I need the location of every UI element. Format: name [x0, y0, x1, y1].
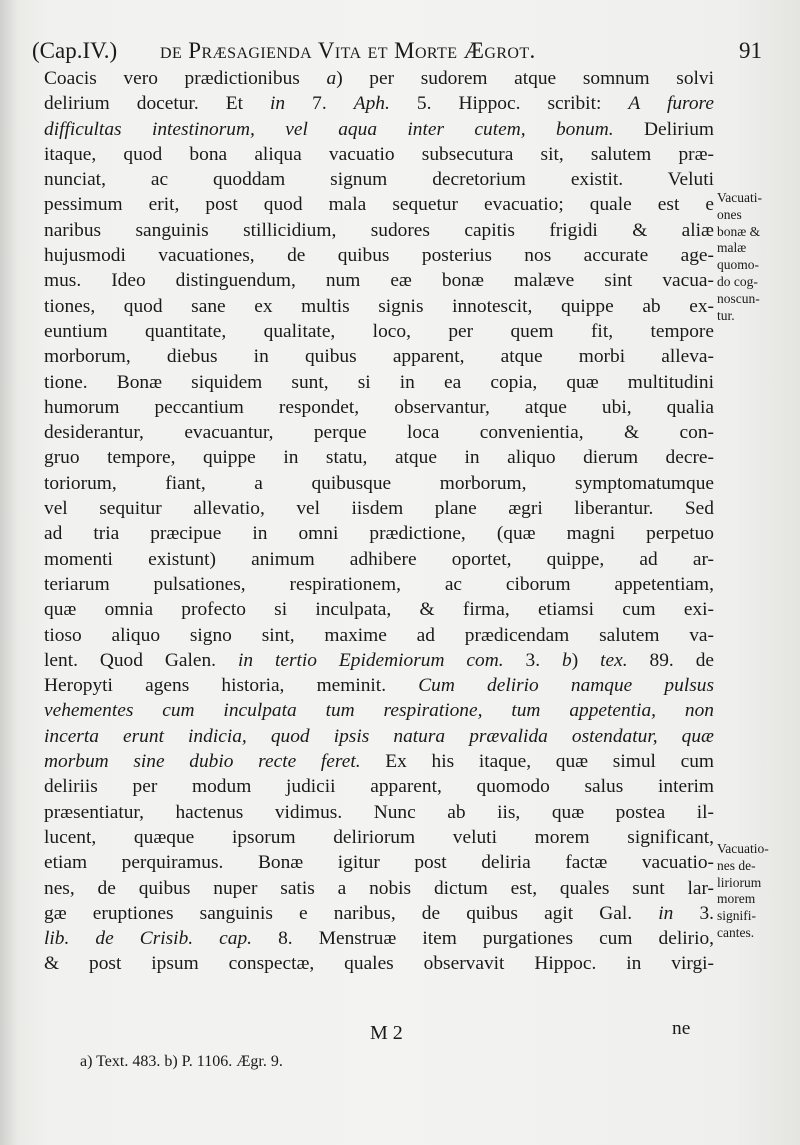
- text-segment: tione. Bonæ siquidem sunt, si in ea copia, quæ multitudini: [44, 371, 714, 393]
- italic-text-segment: lib. de Crisib. cap.: [44, 928, 253, 950]
- italic-text-segment: A furore: [628, 93, 714, 115]
- text-segment: nes, de quibus nuper satis a nobis dictum est, quales sunt lar-: [44, 877, 714, 899]
- italic-text-segment: Cum delirio namque pulsus: [418, 675, 714, 697]
- text-line: [44, 218, 714, 243]
- text-line: [44, 673, 714, 698]
- text-line: [44, 91, 714, 116]
- margin-note-line: morem: [717, 891, 756, 907]
- text-line: [44, 623, 714, 648]
- text-segment: ): [571, 649, 601, 671]
- running-title: de Præsagienda Vita et Morte Ægrot.: [160, 38, 536, 63]
- text-segment: Delirium: [613, 118, 714, 140]
- text-segment: euntium quantitate, qualitate, loco, per quem fit, tempore: [44, 320, 714, 342]
- catchword: ne: [672, 1018, 691, 1039]
- text-line: [44, 395, 714, 420]
- text-line: [44, 420, 714, 445]
- text-segment: 3.: [503, 649, 563, 671]
- text-segment: lucent, quæque ipsorum deliriorum veluti morem significant,: [44, 826, 714, 848]
- text-segment: Coacis vero prædictionibus: [44, 68, 327, 89]
- margin-note-line: quomo-: [717, 257, 759, 273]
- text-line: [44, 319, 714, 344]
- italic-text-segment: b: [562, 649, 572, 671]
- margin-note-line: do cog-: [717, 273, 758, 289]
- text-line: [44, 521, 714, 546]
- text-line: [44, 901, 714, 926]
- margin-note-line: malæ: [717, 240, 747, 256]
- text-line: [44, 749, 714, 774]
- text-line: [44, 825, 714, 850]
- text-line: [44, 800, 714, 825]
- text-line: [44, 268, 714, 293]
- margin-note-line: liriorum: [717, 874, 762, 890]
- margin-note-line: noscun-: [717, 290, 760, 306]
- margin-note-vacuationes-bonae-malae: [717, 190, 787, 324]
- text-line: [44, 648, 714, 673]
- italic-text-segment: difficultas intestinorum, vel aqua inter cutem, bonum.: [44, 118, 614, 140]
- text-segment: delirium docetur. Et: [44, 93, 271, 115]
- text-segment: pessimum erit, post quod mala sequetur evacuatio; quale est e: [44, 194, 714, 216]
- text-segment: 7.: [285, 93, 354, 115]
- text-segment: & post ipsum conspectæ, quales observavit Hippoc. in virgi-: [44, 953, 714, 975]
- text-segment: Ex his itaque, quæ simul cum: [360, 751, 714, 773]
- signature-mark: M 2: [370, 1022, 403, 1044]
- text-segment: tiones, quod sane ex multis signis innotescit, quippe ab ex-: [44, 295, 714, 317]
- chapter-reference: (Cap.IV.): [32, 38, 118, 63]
- text-segment: desiderantur, evacuantur, perque loca convenientia, & con-: [44, 422, 714, 444]
- text-line: [44, 774, 714, 799]
- gutter-shadow: [0, 0, 18, 1145]
- text-line: [44, 192, 714, 217]
- margin-note-line: cantes.: [717, 924, 755, 940]
- margin-note-vacuationes-deliriorum: [717, 841, 787, 942]
- italic-text-segment: Aph.: [353, 93, 390, 115]
- italic-text-segment: morbum sine dubio recte feret.: [44, 751, 361, 773]
- text-line: [44, 117, 714, 142]
- text-segment: teriarum pulsationes, respirationem, ac ciborum appetentiam,: [44, 573, 714, 595]
- page-number: 91: [739, 38, 762, 63]
- text-line: [44, 294, 714, 319]
- text-line: [44, 698, 714, 723]
- text-segment: etiam perquiramus. Bonæ igitur post deliria factæ vacuatio-: [44, 852, 714, 874]
- text-line: [44, 850, 714, 875]
- text-segment: toriorum, fiant, a quibusque morborum, symptomatumque: [44, 472, 714, 494]
- text-segment: itaque, quod bona aliqua vacuatio subsecutura sit, salutem præ-: [44, 143, 714, 165]
- italic-text-segment: tex.: [600, 649, 628, 671]
- margin-note-line: ones: [717, 206, 742, 222]
- text-segment: vel sequitur allevatio, vel iisdem plane ægri liberantur. Sed: [44, 498, 714, 520]
- text-line: [44, 344, 714, 369]
- text-line: [44, 142, 714, 167]
- margin-note-line: bonæ &: [717, 223, 761, 239]
- margin-note-line: tur.: [717, 307, 735, 323]
- text-segment: lent. Quod Galen.: [44, 649, 238, 671]
- text-segment: ad tria præcipue in omni prædictione, (quæ magni perpetuo: [44, 523, 714, 545]
- italic-text-segment: a: [326, 68, 337, 89]
- text-segment: tioso aliquo signo sint, maxime ad prædicendam salutem va-: [44, 624, 714, 646]
- italic-text-segment: in: [658, 902, 674, 924]
- margin-note-line: nes de-: [717, 857, 756, 873]
- text-segment: deliriis per modum judicii apparent, quomodo salus interim: [44, 776, 714, 798]
- text-segment: mus. Ideo distinguendum, num eæ bonæ malæve sint vacua-: [44, 270, 714, 292]
- text-line: [44, 572, 714, 597]
- text-line: [44, 597, 714, 622]
- text-segment: humorum peccantium respondet, observantur, atque ubi, qualia: [44, 396, 714, 418]
- text-line: [44, 547, 714, 572]
- text-segment: quæ omnia profecto si inculpata, & firma, etiamsi cum exi-: [44, 599, 714, 621]
- text-segment: 89. de: [627, 649, 714, 671]
- text-line: [44, 66, 714, 91]
- footnotes: a) Text. 483. b) P. 1106. Ægr. 9.: [80, 1053, 283, 1070]
- margin-note-line: Vacuatio-: [717, 841, 769, 856]
- text-segment: ) per sudorem atque somnum solvi: [336, 68, 714, 89]
- margin-note-line: signifi-: [717, 908, 756, 924]
- text-segment: gruo tempore, quippe in statu, atque in aliquo dierum decre-: [44, 447, 714, 469]
- text-line: [44, 496, 714, 521]
- text-line: [44, 243, 714, 268]
- text-segment: naribus sanguinis stillicidium, sudores capitis frigidi & aliæ: [44, 219, 714, 241]
- text-segment: nunciat, ac quoddam signum decretorium existit. Veluti: [44, 169, 714, 191]
- text-segment: præsentiatur, hactenus vidimus. Nunc ab iis, quæ postea il-: [44, 801, 714, 823]
- text-segment: 5. Hippoc. scribit:: [389, 93, 629, 115]
- text-segment: momenti existunt) animum adhibere oportet, quippe, ad ar-: [44, 548, 714, 570]
- margin-note-line: Vacuati-: [717, 190, 762, 205]
- text-line: [44, 445, 714, 470]
- text-segment: 3.: [673, 902, 714, 924]
- text-segment: morborum, diebus in quibus apparent, atque morbi alleva-: [44, 346, 714, 368]
- text-line: [44, 926, 714, 951]
- text-segment: Heropyti agens historia, meminit.: [44, 675, 419, 697]
- text-line: [44, 876, 714, 901]
- italic-text-segment: in tertio Epidemiorum com.: [237, 649, 504, 671]
- body-text: [44, 66, 714, 977]
- text-segment: gæ eruptiones sanguinis e naribus, de quibus agit Gal.: [44, 902, 659, 924]
- text-line: [44, 167, 714, 192]
- text-line: [44, 724, 714, 749]
- text-segment: 8. Menstruæ item purgationes cum delirio,: [252, 928, 714, 950]
- text-line: [44, 951, 714, 976]
- text-segment: hujusmodi vacuationes, de quibus posterius nos accurate age-: [44, 245, 714, 267]
- text-line: [44, 471, 714, 496]
- text-line: [44, 370, 714, 395]
- italic-text-segment: in: [270, 93, 286, 115]
- italic-text-segment: vehementes cum inculpata tum respiratione, tum appetentia, non: [44, 700, 714, 722]
- italic-text-segment: incerta erunt indicia, quod ipsis natura prævalida ostendatur, quæ: [44, 725, 714, 747]
